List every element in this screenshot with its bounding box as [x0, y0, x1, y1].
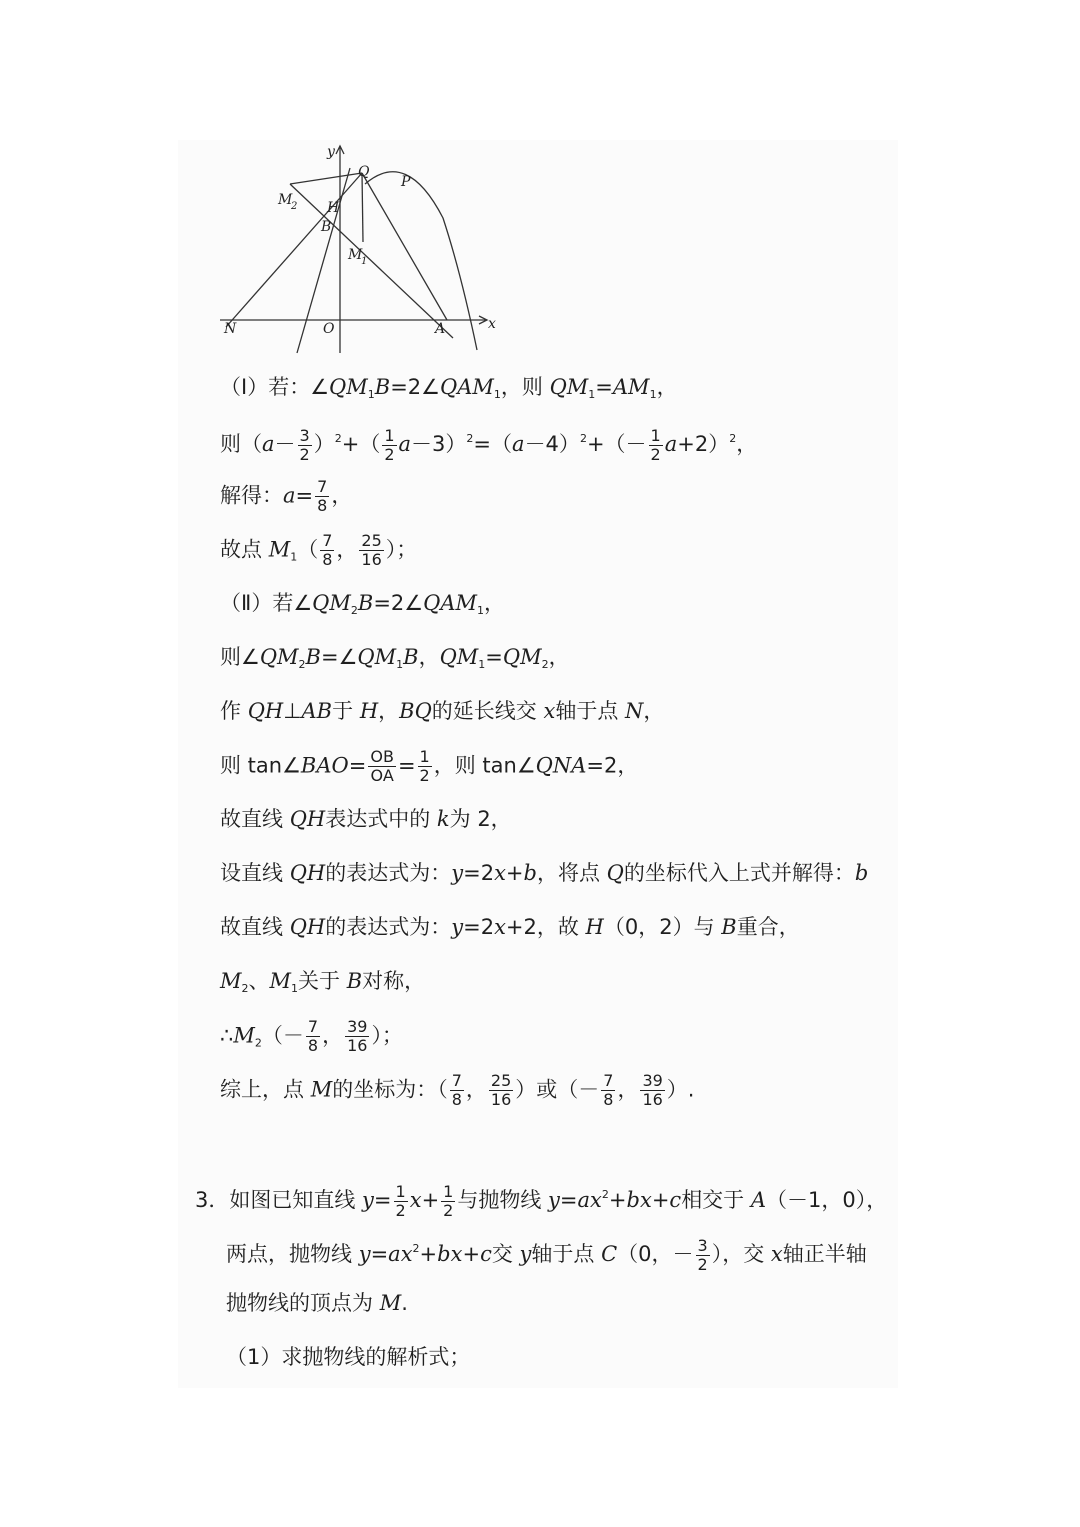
segment-qm1	[362, 173, 363, 242]
label-b: B	[321, 219, 332, 235]
solution-line-11: 故直线 QH的表达式为：y=2x+2，故 H（0，2）与 B重合，	[220, 915, 800, 939]
line-m2a	[290, 184, 453, 338]
solution-line-5: （Ⅱ）若$\angle QM_2B=2\angle QAM_1$，	[220, 591, 506, 617]
fraction: $\frac{7}{8}$	[317, 477, 328, 515]
fraction: $\frac{1}{2}$	[443, 1181, 454, 1220]
solution-line-8: 则 tan∠BAO= $\frac{OB}{OA}$ = $\frac{1}{2}$ ，则 tan∠QNA=2，	[220, 747, 639, 785]
solution-line-4: 故点 $M_1$（ $\frac{7}{8}$ ， $\frac{25}{16}$ ）；	[220, 531, 418, 569]
solution-line-7: 作 QH⊥AB于 H，BQ的延长线交 x轴于点 N，	[220, 699, 665, 723]
fraction: $\frac{39}{16}$	[642, 1071, 663, 1109]
fraction: $\frac{7}{8}$	[307, 1017, 319, 1055]
fraction: $\frac{7}{8}$	[451, 1071, 462, 1109]
label-p: P	[401, 174, 411, 190]
label-m2-sub: 2	[291, 201, 298, 212]
fraction: $\frac{7}{8}$	[603, 1071, 614, 1109]
fraction: $\frac{39}{16}$	[347, 1017, 368, 1055]
solution-line-3: 解得：a= $\frac{7}{8}$ ，	[220, 477, 353, 515]
segment-qm2	[290, 173, 362, 184]
fraction: $\frac{1}{2}$	[419, 747, 430, 785]
problem-3-line-3: 抛物线的顶点为 M.	[226, 1291, 408, 1315]
fraction: $\frac{7}{8}$	[322, 531, 333, 569]
geometry-figure	[215, 138, 515, 360]
label-x: x	[488, 316, 496, 332]
label-m1-sub: 1	[361, 256, 368, 267]
label-n: N	[224, 321, 237, 337]
solution-line-1: （Ⅰ）若：$\angle QM_1B=2\angle QAM_1$，则 $QM_1=AM_1$，	[220, 375, 678, 401]
fraction: $\frac{1}{2}$	[395, 1181, 406, 1220]
solution-line-10: 设直线 QH的表达式为：y=2x+b，将点 Q的坐标代入上式并解得：b	[220, 861, 869, 885]
solution-line-2: 则（a－ $\frac{3}{2}$ ）$^2$+（ $\frac{1}{2}$ $a-3)^2=(a-4)^2+(-$ $\frac{1}{2}$ a+2）$^2$，	[220, 425, 758, 464]
label-y: y	[327, 144, 335, 160]
label-h: H	[327, 200, 340, 216]
fraction: $\frac{1}{2}$	[384, 425, 395, 464]
label-o: O	[323, 321, 335, 337]
problem-3-line-1: 3．如图已知直线 y= $\frac{1}{2}$ x+ $\frac{1}{2}$ 与抛物线 $y=ax^2+bx+c$相交于 A（－1，0），	[195, 1181, 888, 1220]
fraction: $\frac{1}{2}$	[650, 425, 661, 464]
problem-3-question-1: （1）求抛物线的解析式；	[226, 1345, 471, 1369]
solution-line-12: $M_2$、$M_1$关于 B对称，	[220, 969, 426, 995]
label-q: Q	[358, 164, 370, 180]
problem-3-line-2: 两点，抛物线 $y=ax^2+bx+c$交 y轴于点 C（0，－ $\frac{3}{2}$ ），交 x轴正半轴	[226, 1235, 867, 1274]
label-m1: M	[348, 247, 363, 263]
fraction: $\frac{3}{2}$	[697, 1235, 708, 1274]
solution-line-9: 故直线 QH表达式中的 k为 2，	[220, 807, 512, 831]
solution-line-14: 综上，点 M的坐标为：（ $\frac{7}{8}$ ， $\frac{25}{16}$ ）或（－ $\frac{7}{8}$ ， $\frac{39}{16}$ ）.	[220, 1071, 695, 1109]
label-m2: M	[278, 192, 293, 208]
solution-line-13: $\therefore M_2(-$ $\frac{7}{8}$ ， $\frac{39}{16}$ ）；	[220, 1017, 403, 1055]
solution-line-6: 则$\angle QM_2B=\angle QM_1B$，$QM_1=QM_2$，	[220, 645, 570, 671]
fraction: $\frac{OB}{OA}$	[370, 747, 394, 785]
parabola-curve	[365, 172, 477, 350]
label-a: A	[435, 321, 446, 337]
fraction: $\frac{25}{16}$	[490, 1071, 512, 1109]
fraction: $\frac{25}{16}$	[361, 531, 382, 569]
segment-qa	[362, 173, 447, 320]
fraction: $\frac{3}{2}$	[299, 425, 310, 464]
